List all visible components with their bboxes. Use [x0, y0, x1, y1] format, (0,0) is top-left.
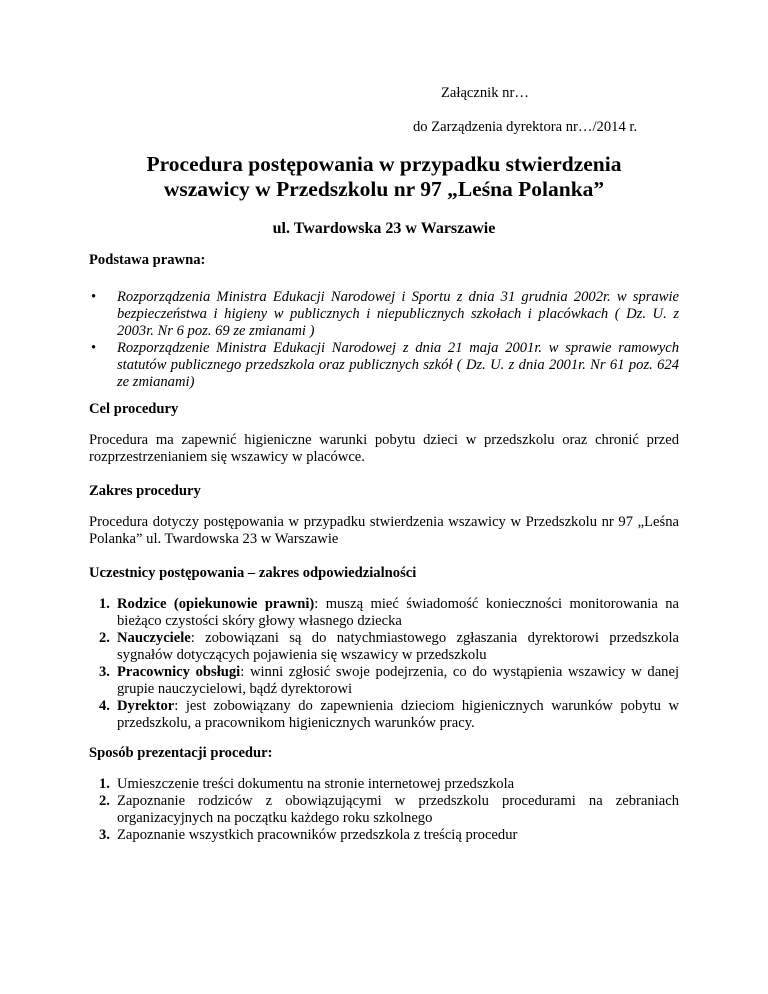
scope-heading: Zakres procedury [89, 483, 201, 499]
presentation-item [89, 776, 679, 793]
participant-duty: : muszą mieć świadomość konieczności monitorowania na bieżąco czystości skóry głowy własnego dziecka [117, 596, 679, 629]
presentation-item [89, 827, 679, 844]
participant-role: Dyrektor [117, 698, 175, 714]
goal-heading: Cel procedury [89, 401, 179, 417]
presentation-item [89, 793, 679, 827]
item-number: 2. [99, 630, 110, 646]
attachment-number: Załącznik nr… [441, 85, 529, 101]
item-number: 1. [99, 596, 110, 612]
presentation-list [89, 776, 679, 844]
participant-item [89, 664, 679, 698]
participants-list [89, 596, 679, 732]
document-title [60, 152, 708, 202]
participant-role: Nauczyciele [117, 630, 191, 646]
presentation-text: Zapoznanie wszystkich pracowników przedszkola z treścią procedur [117, 827, 518, 843]
participant-duty: : jest zobowiązany do zapewnienia dzieciom higienicznych warunków pobytu w przedszkolu, a pracownikom higienicznych warunków pracy. [117, 698, 679, 731]
legal-basis-list [89, 289, 679, 391]
item-number: 3. [99, 827, 110, 843]
item-number: 1. [99, 776, 110, 792]
participant-item [89, 596, 679, 630]
participant-role: Pracownicy obsługi [117, 664, 241, 680]
legal-basis-heading: Podstawa prawna: [89, 252, 206, 268]
participant-item [89, 698, 679, 732]
participants-heading: Uczestnicy postępowania – zakres odpowiedzialności [89, 565, 417, 581]
item-number: 3. [99, 664, 110, 680]
legal-basis-item: • Rozporządzenie Ministra Edukacji Narodowej z dnia 21 maja 2001r. w sprawie ramowych statutów publicznego przedszkola oraz publicznych szkół ( Dz. U. z dnia 2001r. Nr 61 poz. 624 ze zmianami) [89, 340, 679, 391]
legal-basis-item: • Rozporządzenia Ministra Edukacji Narodowej i Sportu z dnia 31 grudnia 2002r. w sprawie bezpieczeństwa i higieny w publicznych i niepublicznych szkołach i placówkach ( Dz. U. z 2003r. Nr 6 poz. 69 ze zmianami ) [89, 289, 679, 340]
title-line-1: Procedura postępowania w przypadku stwierdzenia [146, 152, 622, 176]
participant-item [89, 630, 679, 664]
presentation-heading: Sposób prezentacji procedur: [89, 745, 273, 761]
participant-duty: : winni zgłosić swoje podejrzenia, co do wystąpienia wszawicy w danej grupie nauczycielowi, bądź dyrektorowi [117, 664, 679, 697]
directive-reference: do Zarządzenia dyrektora nr…/2014 r. [413, 119, 638, 135]
item-number: 2. [99, 793, 110, 809]
presentation-text: Umieszczenie treści dokumentu na stronie internetowej przedszkola [117, 776, 515, 792]
document-address: ul. Twardowska 23 w Warszawie [272, 220, 496, 237]
participant-role: Rodzice (opiekunowie prawni) [117, 596, 315, 612]
presentation-text: Zapoznanie rodziców z obowiązującymi w przedszkolu procedurami na zebraniach organizacyjnych na początku każdego roku szkolnego [117, 793, 679, 826]
scope-text: Procedura dotyczy postępowania w przypadku stwierdzenia wszawicy w Przedszkolu nr 97 „Leśna Polanka” ul. Twardowska 23 w Warszawie [89, 514, 679, 547]
item-number: 4. [99, 698, 110, 714]
participant-duty: : zobowiązani są do natychmiastowego zgłaszania dyrektorowi przedszkola sygnałów dotyczących pojawienia się wszawicy w przedszkolu [117, 630, 679, 663]
goal-text: Procedura ma zapewnić higieniczne warunki pobytu dzieci w przedszkolu oraz chronić przed rozprzestrzenianiem się wszawicy w placówce. [89, 432, 679, 465]
title-line-2: wszawicy w Przedszkolu nr 97 „Leśna Polanka” [163, 177, 605, 201]
